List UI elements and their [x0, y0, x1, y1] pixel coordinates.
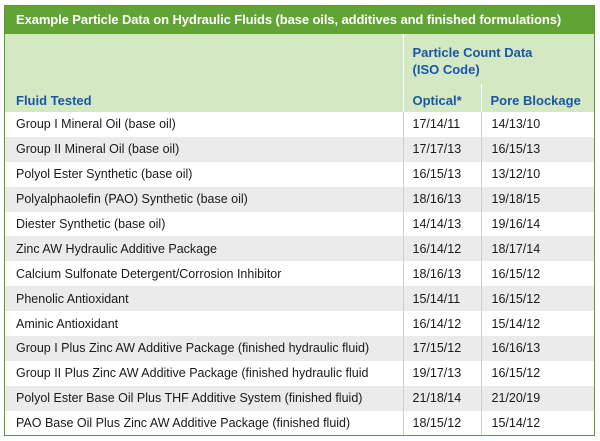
table-row — [5, 361, 594, 386]
cell-fluid-tested: PAO Base Oil Plus Zinc AW Additive Package (finished fluid) — [5, 411, 403, 436]
cell-fluid-tested: Calcium Sulfonate Detergent/Corrosion Inhibitor — [5, 261, 403, 286]
column-group-line1: Particle Count Data — [412, 45, 533, 60]
cell-fluid-tested: Phenolic Antioxidant — [5, 286, 403, 311]
table-title: Example Particle Data on Hydraulic Fluids (base oils, additives and finished formulations) — [5, 6, 594, 34]
cell-pore-blockage: 21/20/19 — [481, 386, 594, 411]
table-row — [5, 386, 594, 411]
cell-fluid-tested: Group II Mineral Oil (base oil) — [5, 137, 403, 162]
cell-optical: 17/15/12 — [403, 336, 481, 361]
column-header-fluid: Fluid Tested — [5, 84, 403, 112]
table-row — [5, 261, 594, 286]
table-row — [5, 411, 594, 436]
cell-pore-blockage: 15/14/12 — [481, 311, 594, 336]
table-row — [5, 137, 594, 162]
cell-fluid-tested: Polyol Ester Synthetic (base oil) — [5, 162, 403, 187]
cell-fluid-tested: Diester Synthetic (base oil) — [5, 212, 403, 237]
particle-data-table-panel — [4, 5, 595, 436]
cell-pore-blockage: 16/15/13 — [481, 137, 594, 162]
cell-optical: 17/17/13 — [403, 137, 481, 162]
table-row — [5, 112, 594, 137]
column-header-pore-blockage: Pore Blockage — [481, 84, 594, 112]
cell-optical: 16/15/13 — [403, 162, 481, 187]
cell-optical: 17/14/11 — [403, 112, 481, 137]
cell-optical: 18/16/13 — [403, 261, 481, 286]
cell-fluid-tested: Group I Mineral Oil (base oil) — [5, 112, 403, 137]
cell-pore-blockage: 19/16/14 — [481, 212, 594, 237]
cell-optical: 18/16/13 — [403, 187, 481, 212]
cell-pore-blockage: 16/16/13 — [481, 336, 594, 361]
table-row — [5, 336, 594, 361]
cell-fluid-tested: Zinc AW Hydraulic Additive Package — [5, 236, 403, 261]
cell-fluid-tested: Aminic Antioxidant — [5, 311, 403, 336]
cell-pore-blockage: 16/15/12 — [481, 286, 594, 311]
cell-fluid-tested: Group I Plus Zinc AW Additive Package (finished hydraulic fluid) — [5, 336, 403, 361]
cell-fluid-tested: Group II Plus Zinc AW Additive Package (finished hydraulic fluid — [5, 361, 403, 386]
cell-optical: 15/14/11 — [403, 286, 481, 311]
cell-pore-blockage: 18/17/14 — [481, 236, 594, 261]
cell-pore-blockage: 13/12/10 — [481, 162, 594, 187]
cell-pore-blockage: 14/13/10 — [481, 112, 594, 137]
table-row — [5, 286, 594, 311]
cell-optical: 19/17/13 — [403, 361, 481, 386]
table-row — [5, 212, 594, 237]
table-row — [5, 162, 594, 187]
cell-pore-blockage: 16/15/12 — [481, 261, 594, 286]
table-row — [5, 311, 594, 336]
table-body — [5, 112, 594, 436]
cell-fluid-tested: Polyol Ester Base Oil Plus THF Additive System (finished fluid) — [5, 386, 403, 411]
cell-optical: 16/14/12 — [403, 311, 481, 336]
column-header-optical: Optical* — [403, 84, 481, 112]
cell-optical: 21/18/14 — [403, 386, 481, 411]
header-spacer — [5, 34, 403, 84]
column-group-header — [403, 34, 594, 84]
cell-optical: 16/14/12 — [403, 236, 481, 261]
table-header — [5, 34, 594, 112]
cell-optical: 18/15/12 — [403, 411, 481, 436]
cell-pore-blockage: 19/18/15 — [481, 187, 594, 212]
table-row — [5, 187, 594, 212]
table-row — [5, 236, 594, 261]
particle-data-table — [5, 34, 594, 436]
column-group-line2: (ISO Code) — [412, 62, 480, 77]
cell-fluid-tested: Polyalphaolefin (PAO) Synthetic (base oil) — [5, 187, 403, 212]
cell-optical: 14/14/13 — [403, 212, 481, 237]
cell-pore-blockage: 15/14/12 — [481, 411, 594, 436]
cell-pore-blockage: 16/15/12 — [481, 361, 594, 386]
